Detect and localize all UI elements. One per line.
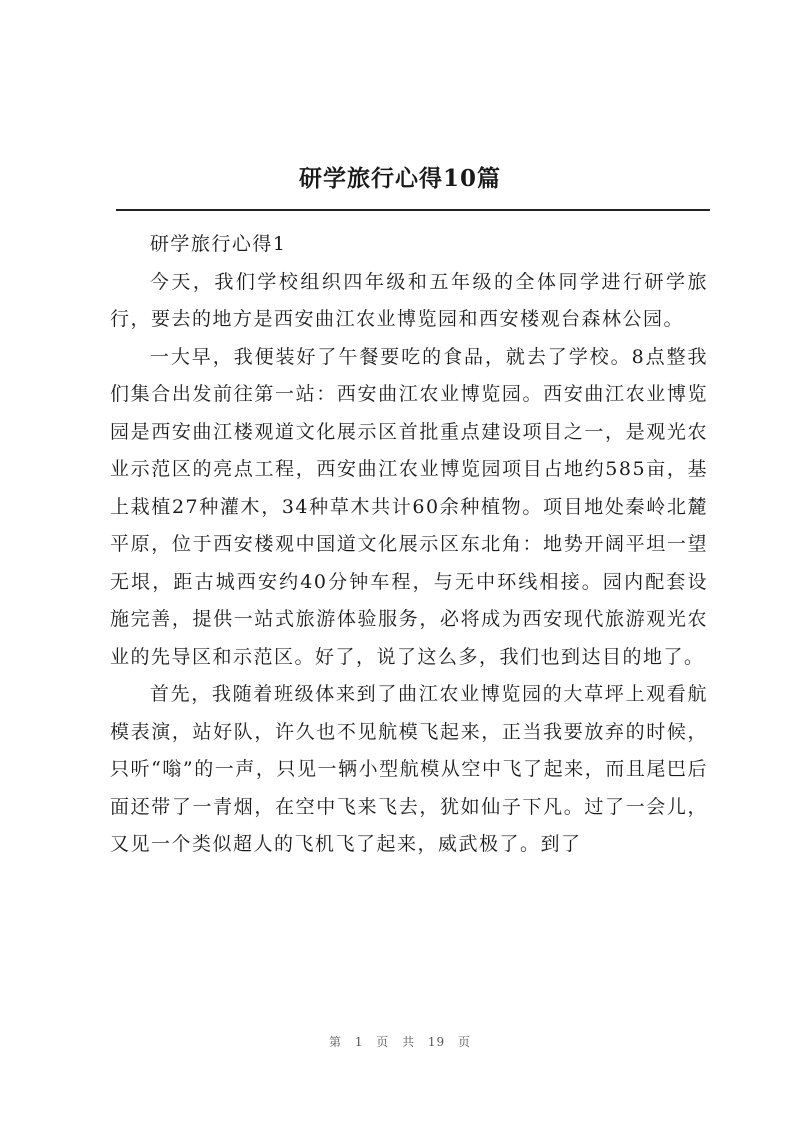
page-footer: 第 1 页 共 19 页 [329,1035,471,1049]
document-title: 研学旅行心得10篇 [298,165,501,192]
paragraph: 一大早，我便装好了午餐要吃的食品，就去了学校。8点整我们集合出发前往第一站：西安曲江农业博览园。西安曲江农业博览园是西安曲江楼观道文化展示区首批重点建设项目之一，是观光农业示范区的亮点工程，西安曲江农业博览园项目占地约585亩，基上栽植27种灌木，34种草木共计60余种植物。项目地处秦岭北麓平原，位于西安楼观中国道文化展示区东北角：地势开阔平坦一望无垠，距古城西安约40分钟车程，与无中环线相接。园内配套设施完善，提供一站式旅游体验服务，必将成为西安现代旅游观光农业的先导区和示范区。好了，说了这么多，我们也到达目的地了。 [110,345,708,668]
section-heading: 研学旅行心得1 [149,233,287,255]
document-body [110,226,708,864]
paragraph: 今天，我们学校组织四年级和五年级的全体同学进行研学旅行，要去的地方是西安曲江农业博览园和西安楼观台森林公园。 [110,270,708,330]
paragraph: 首先，我随着班级体来到了曲江农业博览园的大草坪上观看航模表演，站好队，许久也不见航模飞起来，正当我要放弃的时候，只听“嗡”的一声，只见一辆小型航模从空中飞了起来，而且尾巴后面还带了一青烟，在空中飞来飞去，犹如仙子下凡。过了一会儿，又见一个类似超人的飞机飞了起来，威武极了。到了 [110,683,708,855]
title-divider [116,209,710,211]
